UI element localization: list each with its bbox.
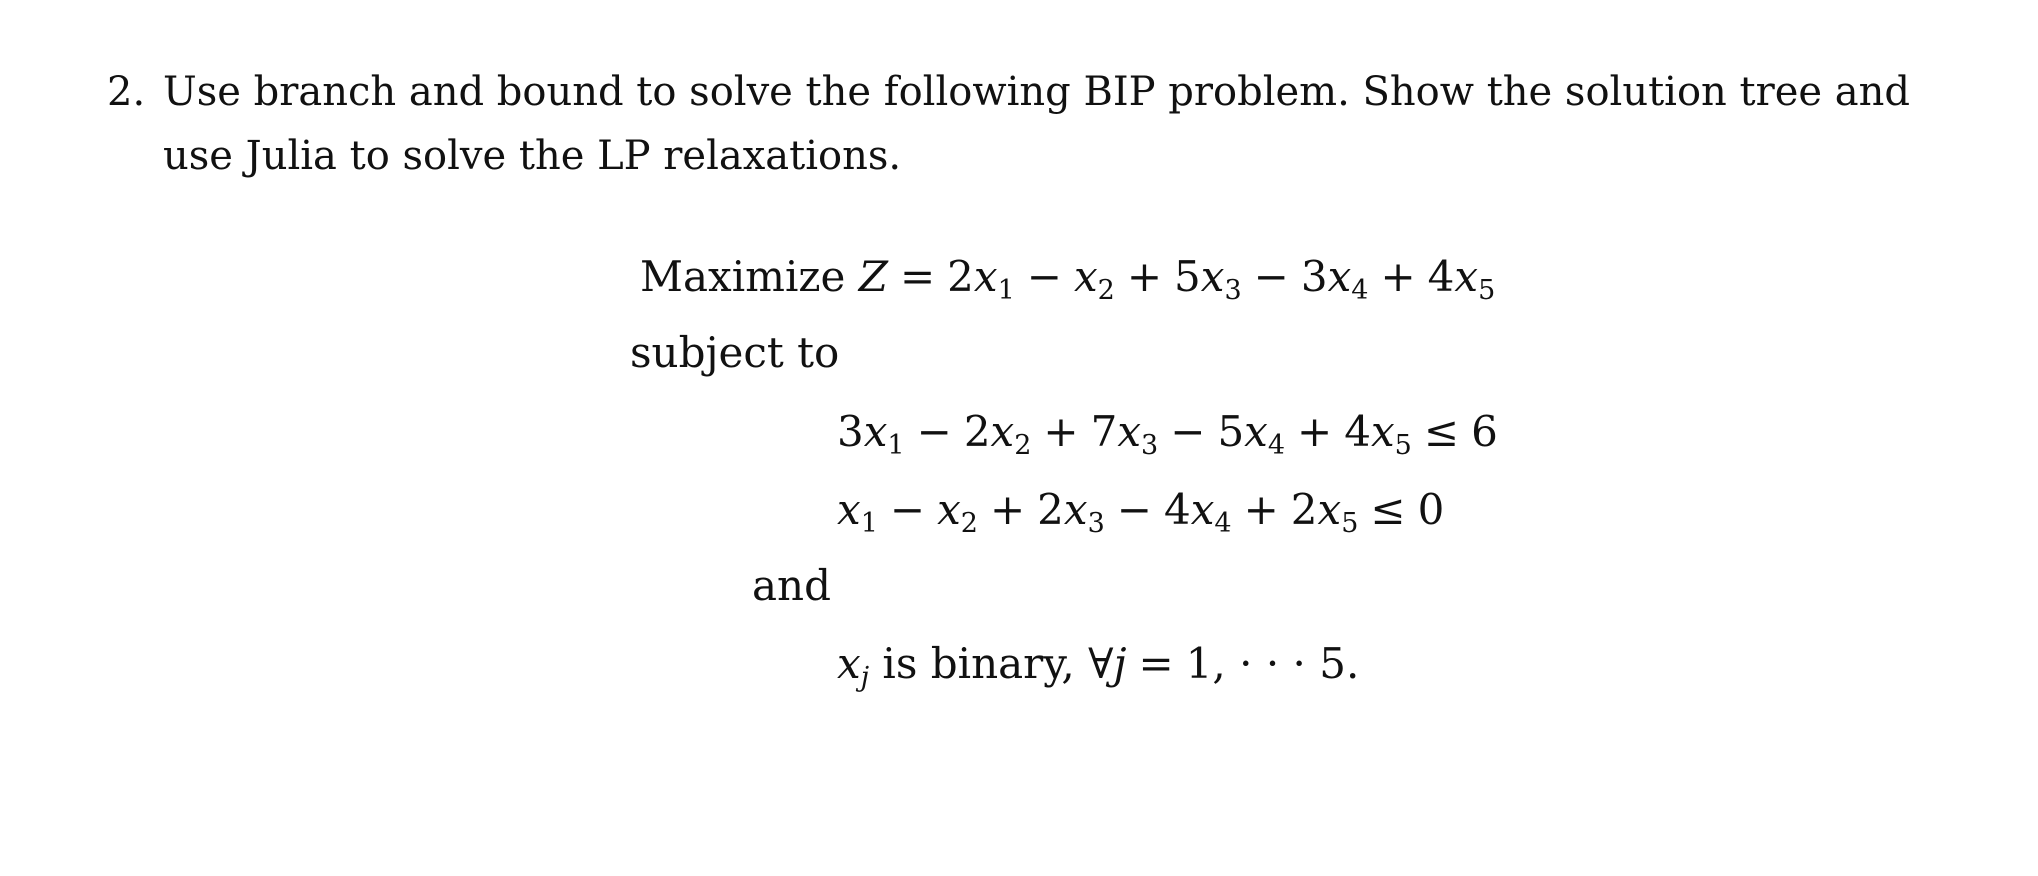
constraint-2 [837,480,1444,540]
constraint-1-terms [837,407,1412,461]
binary-range: 1, · · · 5. [1185,639,1360,688]
constraint-1-op-2: − [916,407,952,456]
binary-text: is binary, [882,639,1075,688]
constraint-1 [837,402,1498,462]
constraint-2-term-5: $2x_5$ [1290,485,1359,539]
constraint-2-term-4: $4x_4$ [1163,485,1232,539]
objective-eq: = [899,252,936,301]
objective-op-5: + [1380,252,1416,301]
objective-lhs: Z [858,252,888,301]
objective-row [640,247,1495,307]
objective-op-3: + [1126,252,1163,301]
objective-expression [858,252,1496,306]
constraint-2-term-3: $2x_3$ [1037,485,1105,539]
constraint-2-rhs: 0 [1417,485,1445,534]
objective-term-1: $2x_1$ [947,252,1015,306]
objective-terms [947,252,1496,306]
objective-op-4: − [1253,252,1289,301]
binary-var-sub: j [860,662,870,693]
objective-term-5: $4x_5$ [1427,252,1496,306]
forall-symbol: ∀ [1088,639,1114,688]
constraint-1-op-5: + [1297,407,1333,456]
binary-eq: = [1138,639,1174,688]
subject-to-label: subject to [630,328,840,377]
objective-op-2: − [1026,252,1062,301]
constraint-2-terms [837,485,1359,539]
problem-text: Use branch and bound to solve the following BIP problem. Show the solution tree and use Julia to solve the LP relaxations. [163,69,1910,179]
problem-number: 2. [107,69,146,115]
constraint-1-rhs: 6 [1471,407,1498,456]
constraint-2-relation: ≤ [1370,485,1406,534]
constraint-1-term-5: $4x_5$ [1344,407,1412,461]
constraint-2-op-4: − [1116,485,1152,534]
and-label: and [752,561,831,610]
objective-label: Maximize [640,252,846,301]
binary-var: x [837,639,861,688]
constraint-1-term-4: $5x_4$ [1217,407,1286,461]
constraint-2-term-2: $x_2$ [937,485,978,539]
constraint-1-term-1: $3x_1$ [837,407,905,461]
constraint-1-op-4: − [1170,407,1206,456]
binary-condition [837,634,1359,694]
constraint-1-relation: ≤ [1423,407,1460,456]
constraint-1-term-2: $2x_2$ [963,407,1032,461]
objective-term-2: $x_2$ [1073,252,1115,306]
constraint-1-op-3: + [1043,407,1079,456]
constraint-2-op-2: − [889,485,926,534]
constraint-1-term-3: $7x_3$ [1090,407,1159,461]
constraint-2-op-5: + [1243,485,1279,534]
binary-index: j [1113,639,1127,688]
objective-term-3: $5x_3$ [1174,252,1242,306]
objective-term-4: $3x_4$ [1300,252,1369,306]
constraint-2-op-3: + [989,485,1026,534]
constraint-2-term-1: $x_1$ [837,485,878,539]
